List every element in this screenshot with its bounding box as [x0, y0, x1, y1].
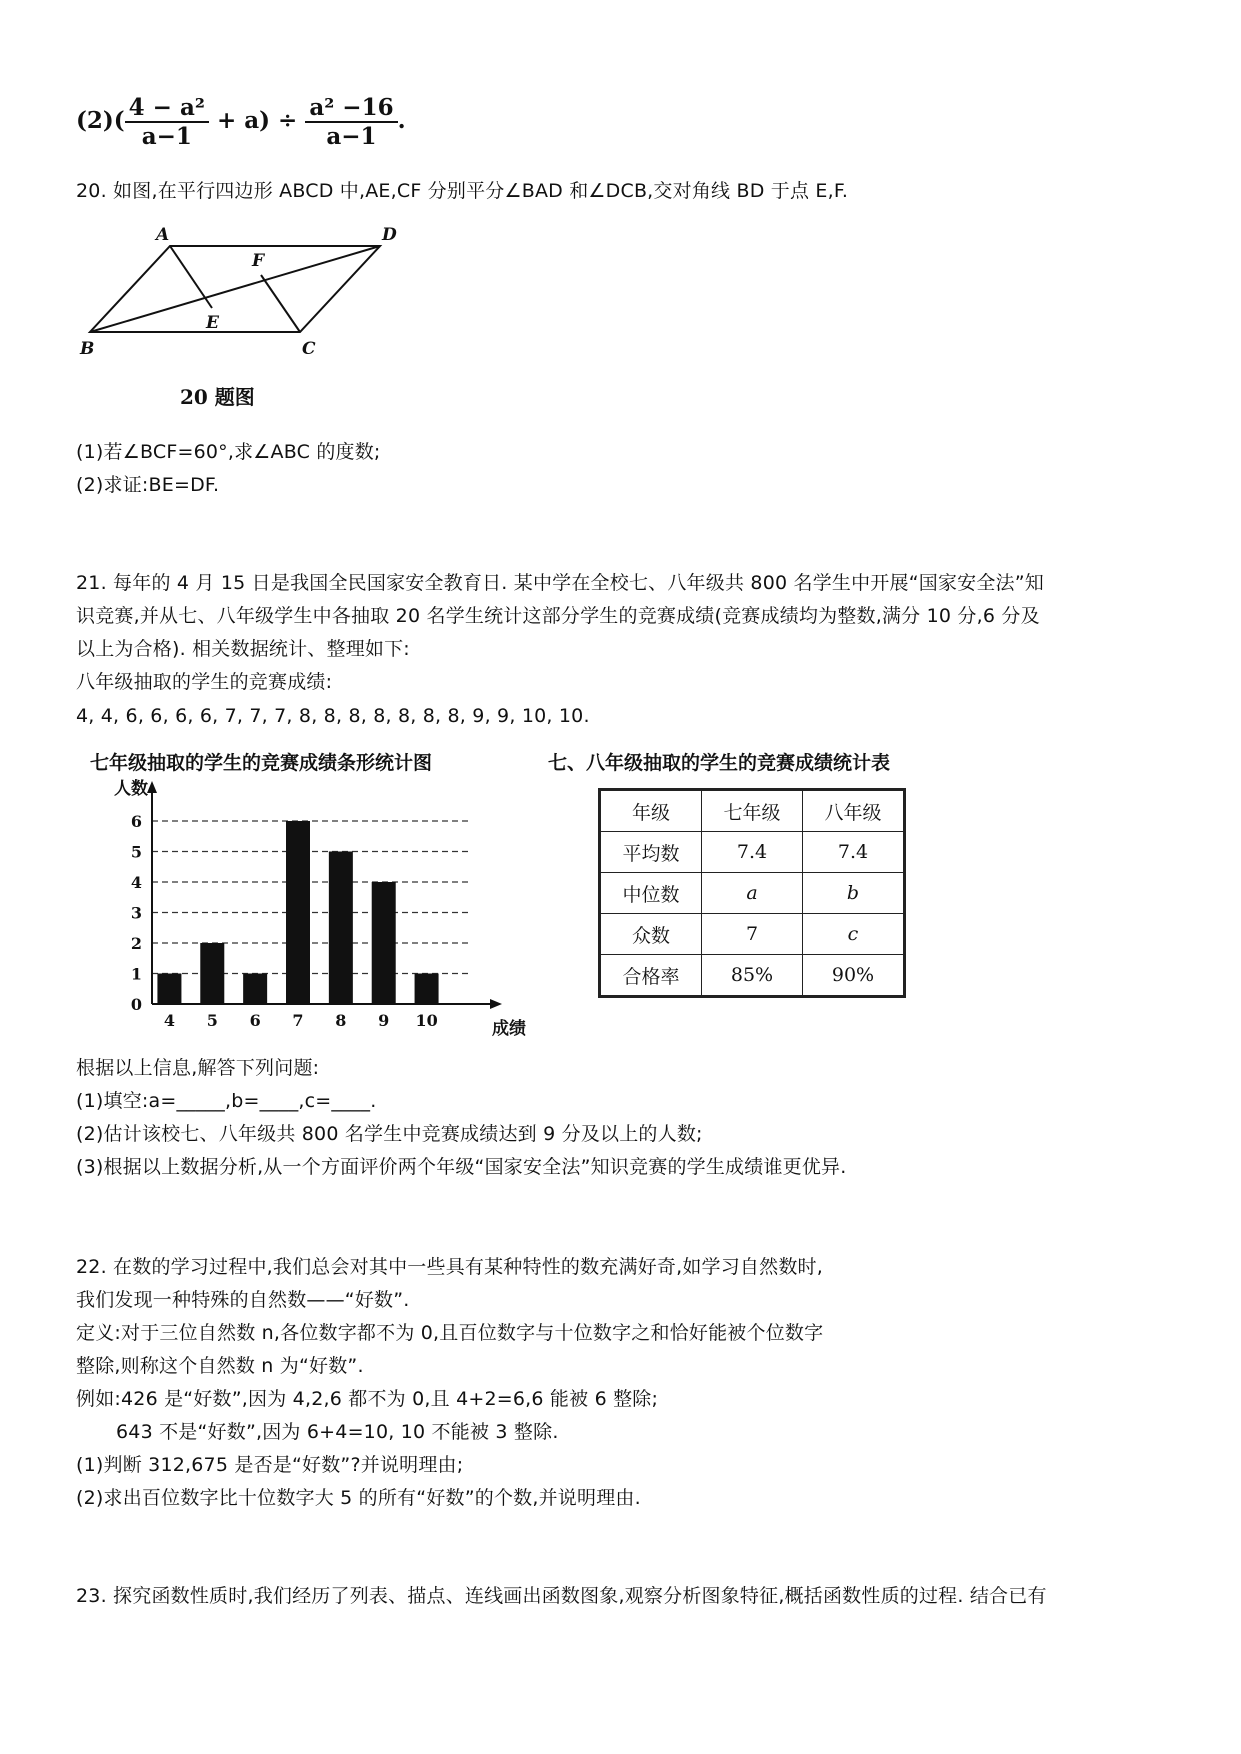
- y-axis-arrow: [147, 781, 157, 793]
- bar-chart-title: 七年级抽取的学生的竞赛成绩条形统计图: [90, 752, 433, 774]
- x-axis-label: 成绩: [492, 1019, 526, 1039]
- grade8-scores-label: 八年级抽取的学生的竞赛成绩:: [76, 671, 333, 693]
- table-cell: c: [803, 914, 905, 955]
- q22-line4: 整除,则称这个自然数 n 为“好数”.: [76, 1355, 364, 1377]
- stats-table: [598, 788, 906, 998]
- q22-line1: 22. 在数的学习过程中,我们总会对其中一些具有某种特性的数充满好奇,如学习自然数时,: [76, 1256, 823, 1278]
- fraction-2: [305, 94, 397, 150]
- grade7-bar-chart: [80, 774, 526, 1039]
- figure-caption: 20 题图: [180, 385, 255, 409]
- q21-part3: (3)根据以上数据分析,从一个方面评价两个年级“国家安全法”知识竞赛的学生成绩谁更优异.: [76, 1156, 847, 1178]
- fraction-1-denominator: a−1: [141, 123, 192, 150]
- table-cell: 7.4: [702, 832, 803, 873]
- y-tick-label: 3: [130, 903, 142, 923]
- table-cell: 中位数: [600, 873, 702, 914]
- x-tick-label: 10: [415, 1011, 438, 1030]
- table-row: [600, 832, 905, 873]
- table-cell: 7: [702, 914, 803, 955]
- x-tick-label: 6: [249, 1011, 261, 1030]
- q21-part1: (1)填空:a=_____,b=____,c=____.: [76, 1090, 377, 1112]
- q20-part1: (1)若∠BCF=60°,求∠ABC 的度数;: [76, 441, 381, 463]
- expr-middle: + a) ÷: [216, 107, 298, 134]
- y-tick-label: 0: [130, 995, 142, 1014]
- q22-line3: 定义:对于三位自然数 n,各位数字都不为 0,且百位数字与十位数字之和恰好能被个位数字: [76, 1322, 824, 1344]
- label-e: E: [206, 313, 219, 333]
- q21-stem-line3: 以上为合格). 相关数据统计、整理如下:: [76, 638, 410, 660]
- fraction-1-numerator: 4 − a²: [125, 94, 209, 123]
- x-tick-label: 9: [378, 1011, 390, 1030]
- label-b: B: [80, 339, 95, 359]
- label-c: C: [302, 339, 316, 359]
- table-cell: 平均数: [600, 832, 702, 873]
- fraction-2-denominator: a−1: [326, 123, 377, 150]
- grade8-scores: 4, 4, 6, 6, 6, 6, 7, 7, 7, 8, 8, 8, 8, 8, 8, 8, 9, 9, 10, 10.: [76, 705, 590, 727]
- q21-after-label: 根据以上信息,解答下列问题:: [76, 1057, 320, 1079]
- q20-part2: (2)求证:BE=DF.: [76, 474, 220, 496]
- label-f: F: [252, 251, 265, 271]
- q22-line2: 我们发现一种特殊的自然数——“好数”.: [76, 1289, 410, 1311]
- y-tick-label: 2: [130, 934, 142, 953]
- q22-part2: (2)求出百位数字比十位数字大 5 的所有“好数”的个数,并说明理由.: [76, 1487, 641, 1509]
- fraction-2-numerator: a² −16: [305, 94, 397, 123]
- expr-suffix: .: [397, 107, 406, 134]
- table-cell: b: [803, 873, 905, 914]
- label-d: D: [382, 225, 397, 245]
- y-tick-label: 6: [130, 812, 142, 831]
- label-a: A: [156, 225, 170, 245]
- q20-parallelogram-figure: [80, 222, 410, 412]
- q21-stem-line2: 识竞赛,并从七、八年级学生中各抽取 20 名学生统计这部分学生的竞赛成绩(竞赛成绩均为整数,满分 10 分,6 分及: [76, 605, 1040, 627]
- bar: [243, 974, 267, 1005]
- q21-stem-line1: 21. 每年的 4 月 15 日是我国全民国家安全教育日. 某中学在全校七、八年级共 800 名学生中开展“国家安全法”知: [76, 572, 1044, 594]
- diagonal-bd: [90, 246, 380, 332]
- x-tick-label: 4: [163, 1011, 175, 1030]
- y-tick-label: 5: [130, 842, 142, 862]
- table-cell: 7.4: [803, 832, 905, 873]
- table-cell: 85%: [702, 955, 803, 997]
- bar: [329, 852, 353, 1005]
- table-row: [600, 955, 905, 997]
- table-cell: 90%: [803, 955, 905, 997]
- segment-cf: [261, 275, 300, 332]
- table-header-cell: 八年级: [803, 790, 905, 832]
- q22-line5: 例如:426 是“好数”,因为 4,2,6 都不为 0,且 4+2=6,6 能被 6 整除;: [76, 1388, 659, 1410]
- table-row: [600, 873, 905, 914]
- bar: [415, 974, 439, 1005]
- table-header-cell: 年级: [600, 790, 702, 832]
- table-row: [600, 914, 905, 955]
- x-tick-label: 8: [335, 1011, 347, 1030]
- q22-part1: (1)判断 312,675 是否是“好数”?并说明理由;: [76, 1454, 464, 1476]
- q23-line1: 23. 探究函数性质时,我们经历了列表、描点、连线画出函数图象,观察分析图象特征,概括函数性质的过程. 结合已有: [76, 1585, 1047, 1607]
- segment-ae: [170, 246, 212, 308]
- x-tick-label: 7: [292, 1011, 304, 1030]
- table-header-cell: 七年级: [702, 790, 803, 832]
- stats-table-title: 七、八年级抽取的学生的竞赛成绩统计表: [548, 752, 891, 774]
- expr-prefix: (2)(: [76, 107, 125, 134]
- table-cell: a: [702, 873, 803, 914]
- table-cell: 众数: [600, 914, 702, 955]
- y-axis-label: 人数: [114, 779, 148, 799]
- y-tick-label: 4: [130, 873, 142, 892]
- y-tick-label: 1: [130, 964, 142, 984]
- fraction-1: [125, 94, 209, 150]
- q19-part2-expression: [76, 94, 406, 150]
- bar: [157, 974, 181, 1005]
- bar: [200, 943, 224, 1004]
- q20-stem: 20. 如图,在平行四边形 ABCD 中,AE,CF 分别平分∠BAD 和∠DCB,交对角线 BD 于点 E,F.: [76, 180, 849, 202]
- table-cell: 合格率: [600, 955, 702, 997]
- x-tick-label: 5: [206, 1011, 218, 1030]
- bar: [372, 882, 396, 1004]
- x-axis-arrow: [490, 999, 502, 1009]
- q21-part2: (2)估计该校七、八年级共 800 名学生中竞赛成绩达到 9 分及以上的人数;: [76, 1123, 703, 1145]
- bar: [286, 821, 310, 1004]
- table-header-row: [600, 790, 905, 832]
- q22-line6: 643 不是“好数”,因为 6+4=10, 10 不能被 3 整除.: [116, 1421, 559, 1443]
